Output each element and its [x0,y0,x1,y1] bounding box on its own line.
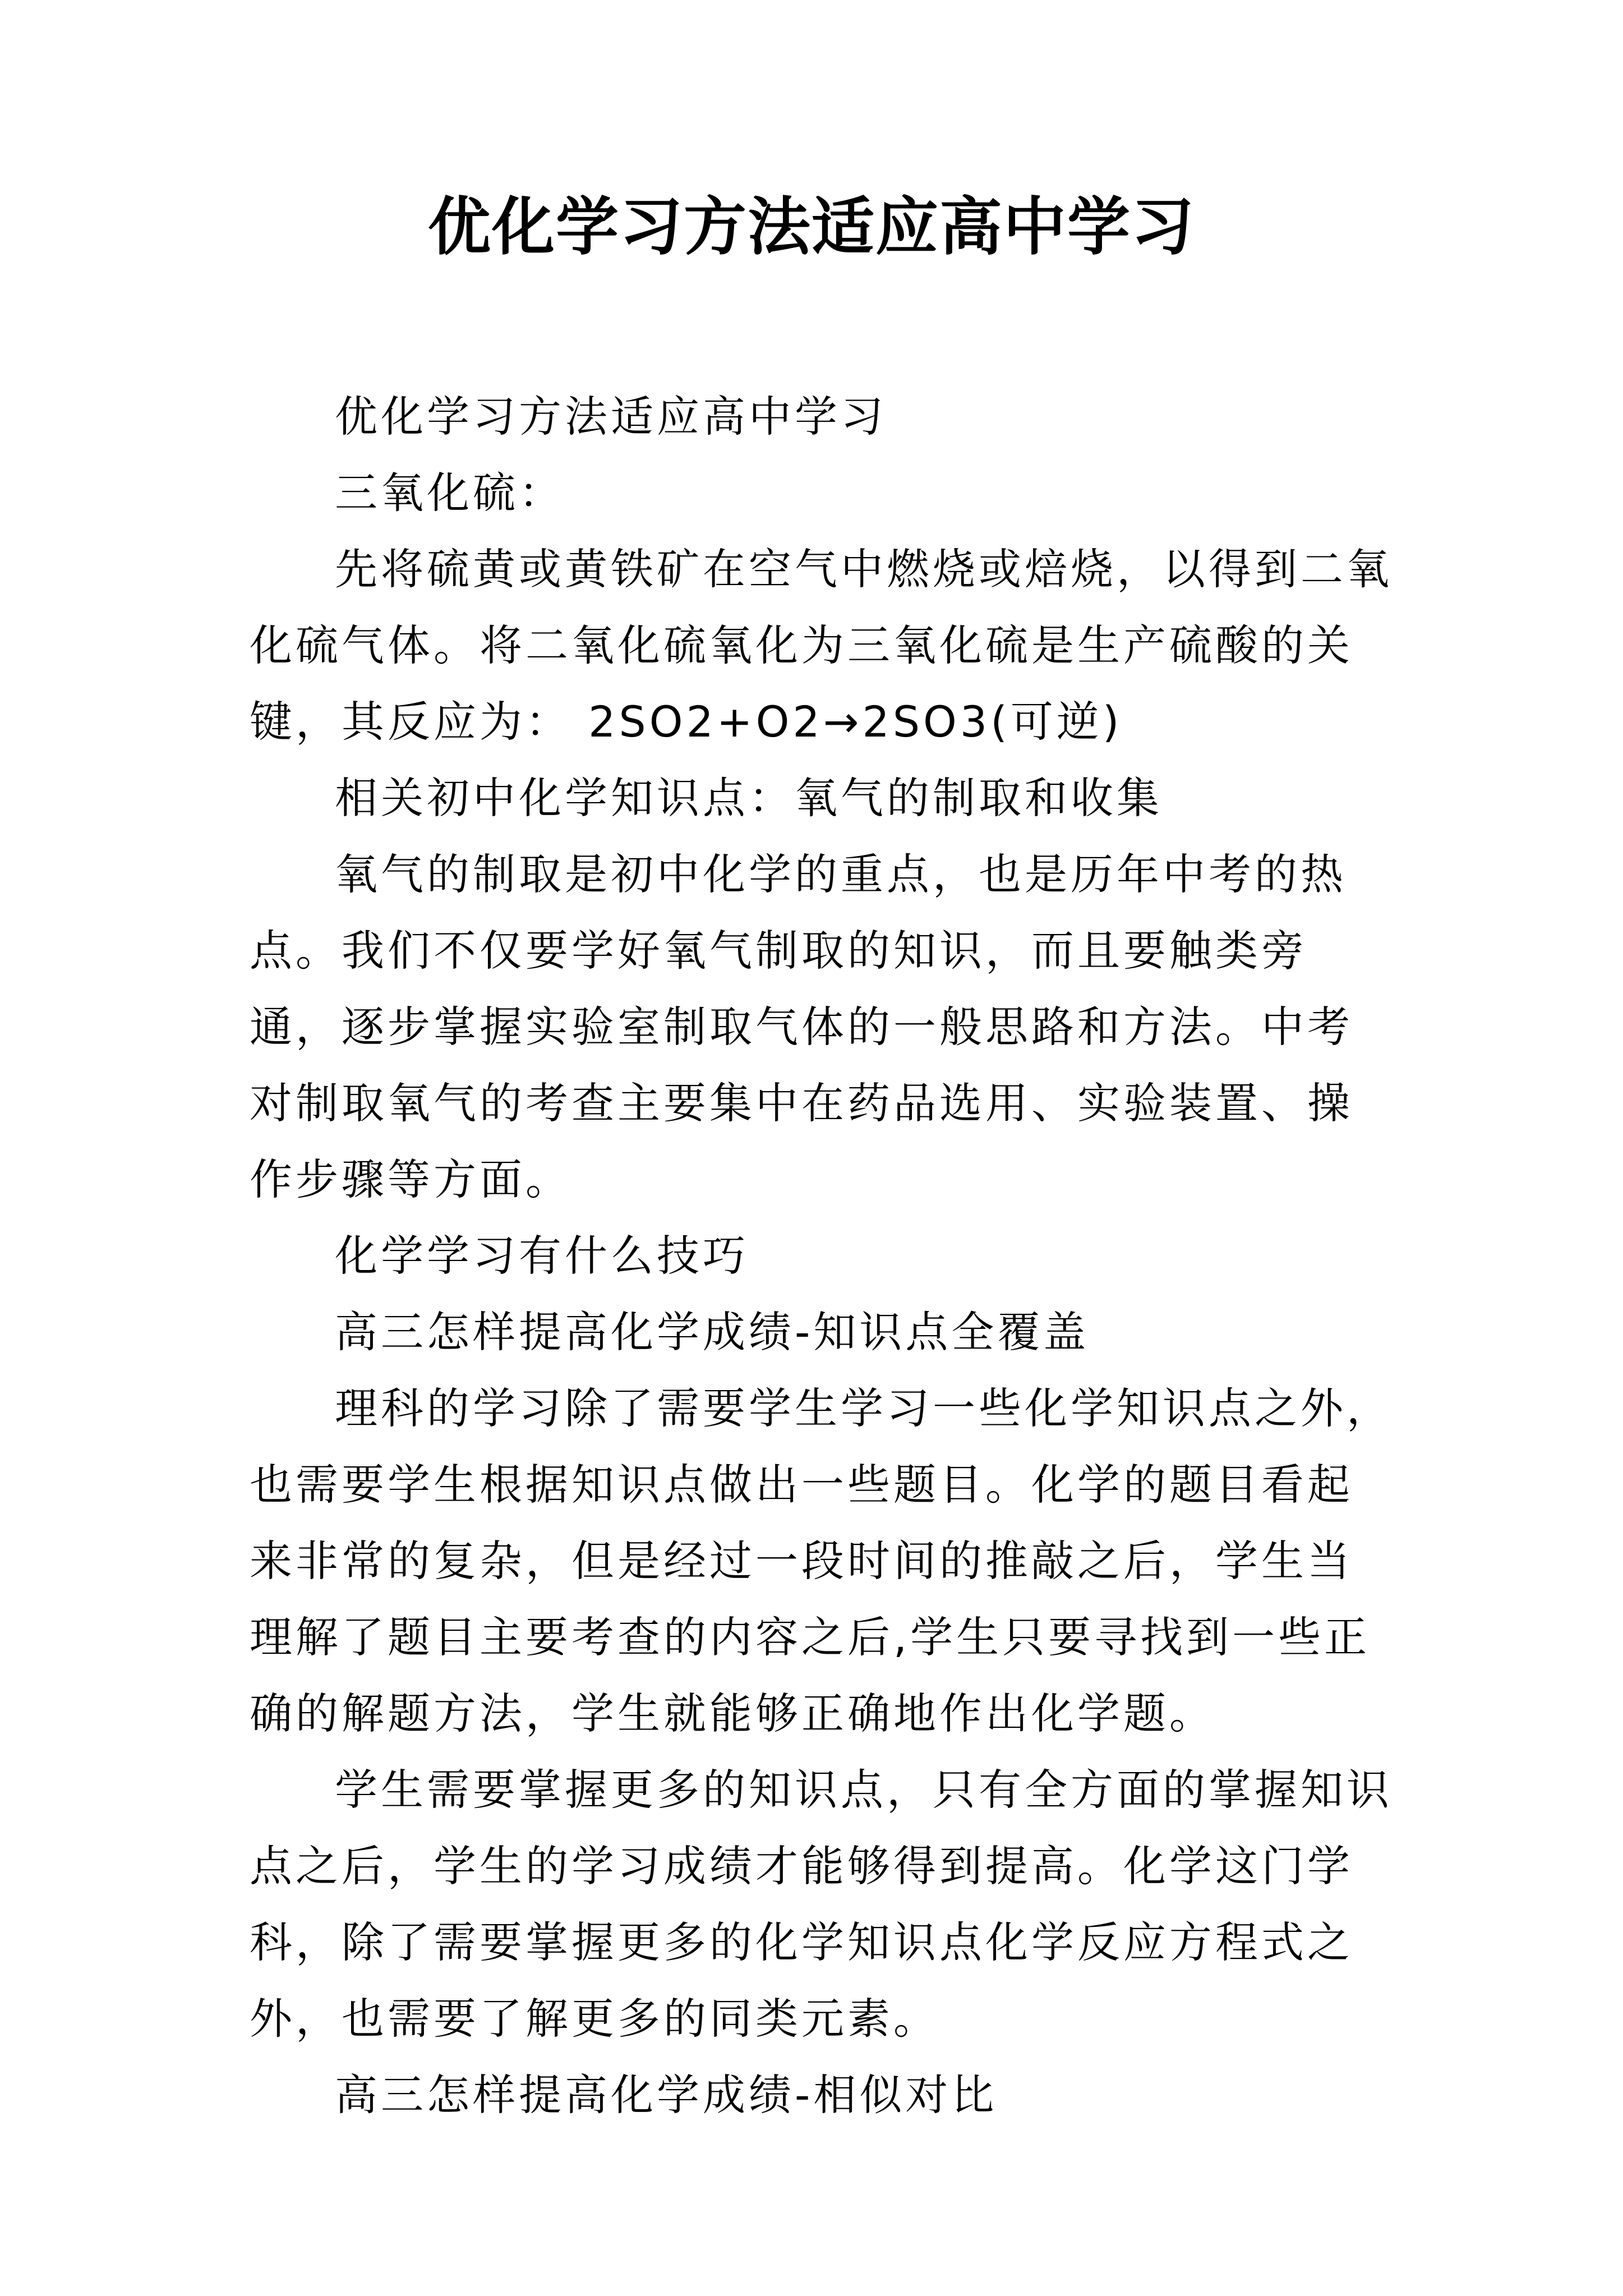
paragraph: 理科的学习除了需要学生学习一些化学知识点之外，也需要学生根据知识点做出一些题目。化学的题目看起来非常的复杂，但是经过一段时间的推敲之后，学生当理解了题目主要考查的内容之后,学生只要寻找到一些正确的解题方法，学生就能够正确地作出化学题。 [250,1383,1393,1738]
paragraph: 氧气的制取是初中化学的重点，也是历年中考的热点。我们不仅要学好氧气制取的知识，而且要触类旁通，逐步掌握实验室制取气体的一般思路和方法。中考对制取氧气的考查主要集中在药品选用、实验装置、操作步骤等方面。 [250,849,1353,1204]
paragraph: 三氧化硫： [335,468,565,518]
document-title: 优化学习方法适应高中学习 [428,190,1195,264]
paragraph: 化学学习有什么技巧 [335,1231,749,1281]
paragraph: 高三怎样提高化学成绩-知识点全覆盖 [335,1307,1090,1357]
paragraph: 优化学习方法适应高中学习 [335,392,887,441]
paragraph: 学生需要掌握更多的知识点，只有全方面的掌握知识点之后，学生的学习成绩才能够得到提高。化学这门学科，除了需要掌握更多的化学知识点化学反应方程式之外，也需要了解更多的同类元素。 [250,1765,1393,2044]
paragraph: 相关初中化学知识点：氧气的制取和收集 [335,773,1163,823]
document-body [250,379,1394,2133]
paragraph: 高三怎样提高化学成绩-相似对比 [335,2070,998,2120]
paragraph: 先将硫黄或黄铁矿在空气中燃烧或焙烧，以得到二氧化硫气体。将二氧化硫氧化为三氧化硫是生产硫酸的关键，其反应为： 2SO2+O2→2SO3(可逆) [250,544,1393,747]
